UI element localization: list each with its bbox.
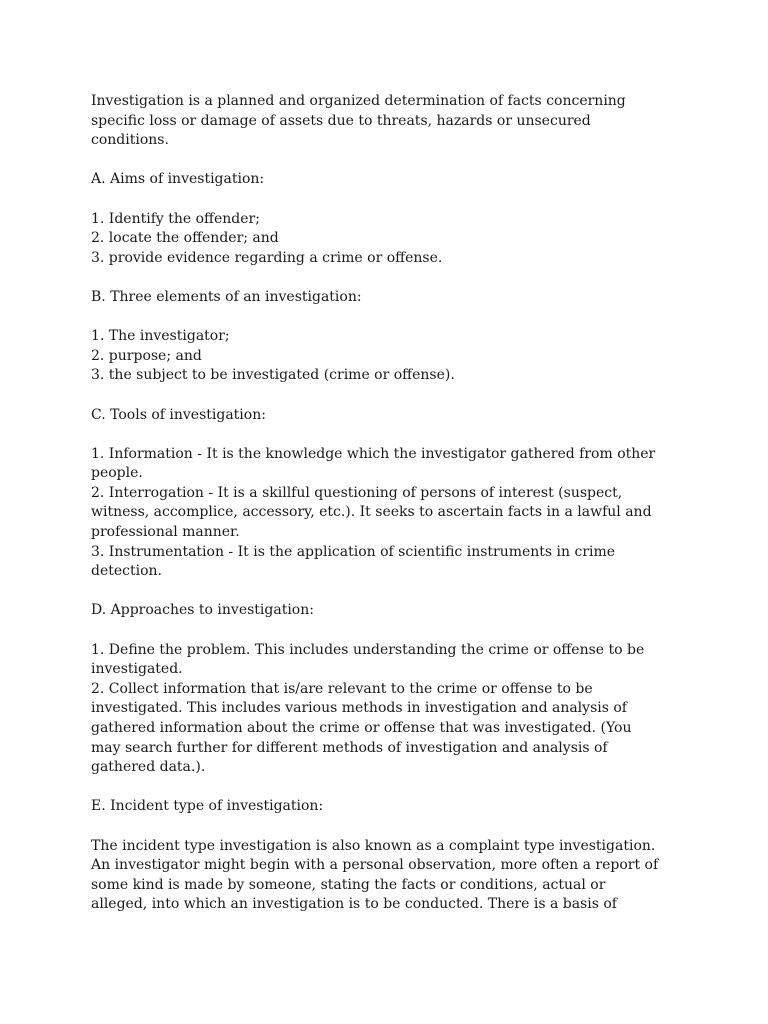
section-a-heading: A. Aims of investigation: xyxy=(91,171,265,188)
list-line: 2. Interrogation - It is a skillful questioning of persons of interest (suspect, xyxy=(91,484,623,501)
list-item: 1. The investigator; xyxy=(91,328,230,345)
list-line: witness, accomplice, accessory, etc.). It seeks to ascertain facts in a lawful and xyxy=(91,504,652,521)
intro-paragraph xyxy=(91,92,691,151)
section-a-list xyxy=(91,210,691,269)
paragraph-line: The incident type investigation is also known as a complaint type investigation. xyxy=(91,837,656,854)
list-line: investigated. xyxy=(91,661,183,678)
list-item: 1. Identify the offender; xyxy=(91,210,260,227)
section-a-heading-block xyxy=(91,170,691,190)
paragraph-line: An investigator might begin with a personal observation, more often a report of xyxy=(91,857,659,874)
list-line: 3. Instrumentation - It is the application of scientific instruments in crime xyxy=(91,543,616,560)
list-line: 2. Collect information that is/are relevant to the crime or offense to be xyxy=(91,680,593,697)
list-item: 2. purpose; and xyxy=(91,347,202,364)
list-item: 3. the subject to be investigated (crime or offense). xyxy=(91,367,455,384)
list-line: detection. xyxy=(91,563,162,580)
list-line: gathered information about the crime or offense that was investigated. (You xyxy=(91,720,632,736)
paragraph-line: alleged, into which an investigation is to be conducted. There is a basis of xyxy=(91,896,617,913)
section-b-heading-block xyxy=(91,288,691,308)
section-b-heading: B. Three elements of an investigation: xyxy=(91,288,362,305)
intro-line: specific loss or damage of assets due to threats, hazards or unsecured xyxy=(91,112,591,129)
list-line: 1. Define the problem. This includes understanding the crime or offense to be xyxy=(91,641,645,658)
section-c-heading: C. Tools of investigation: xyxy=(91,406,266,423)
section-e-paragraph xyxy=(91,837,691,915)
list-line: people. xyxy=(91,465,143,482)
list-item: 2. locate the offender; and xyxy=(91,230,279,247)
section-b-list xyxy=(91,327,691,386)
list-line: 1. Information - It is the knowledge which the investigator gathered from other xyxy=(91,445,656,462)
list-line: investigated. This includes various methods in investigation and analysis of xyxy=(91,700,627,717)
list-item: 3. provide evidence regarding a crime or offense. xyxy=(91,249,443,266)
section-c-heading-block xyxy=(91,406,691,426)
intro-line: conditions. xyxy=(91,132,169,149)
section-e-heading-block xyxy=(91,797,691,817)
section-d-heading: D. Approaches to investigation: xyxy=(91,602,314,619)
list-line: gathered data.). xyxy=(91,759,206,776)
section-d-heading-block xyxy=(91,601,691,621)
list-line: professional manner. xyxy=(91,524,240,541)
section-d-list xyxy=(91,641,691,778)
paragraph-line: some kind is made by someone, stating the facts or conditions, actual or xyxy=(91,876,606,893)
list-line: may search further for different methods of investigation and analysis of xyxy=(91,739,608,756)
section-c-list xyxy=(91,445,691,582)
document-page xyxy=(91,92,691,935)
intro-line: Investigation is a planned and organized determination of facts concerning xyxy=(91,93,626,109)
section-e-heading: E. Incident type of investigation: xyxy=(91,798,324,815)
